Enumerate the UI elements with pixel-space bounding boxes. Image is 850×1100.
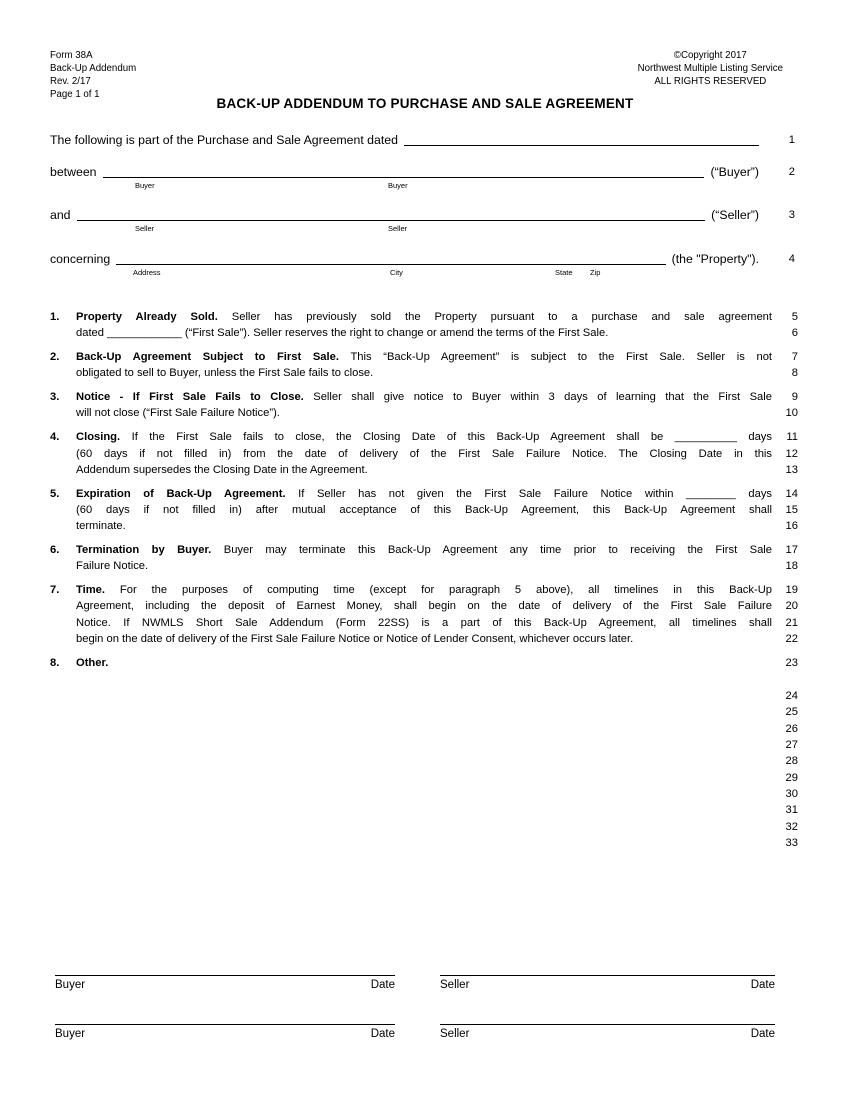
seller-trail: (“Seller”) bbox=[711, 208, 759, 222]
paragraph-line: Buyer may terminate this Back-Up Agreement any time prior to receiving the First Sale bbox=[223, 544, 772, 557]
paragraph-heading: Notice - If First Sale Fails to Close. bbox=[76, 391, 304, 404]
property-row bbox=[50, 251, 795, 277]
form-page-count: Page 1 of 1 bbox=[50, 89, 100, 100]
agreement-date-row bbox=[50, 132, 795, 148]
paragraph-number: 4. bbox=[50, 431, 60, 444]
paragraph-text bbox=[76, 309, 772, 342]
paragraph-line: If Seller has not given the First Sale Failure Notice within ________ days bbox=[298, 487, 773, 500]
line-number: 9 bbox=[791, 391, 798, 404]
paragraph-text bbox=[76, 582, 772, 647]
signature-row-1 bbox=[55, 975, 775, 991]
paragraph-text bbox=[76, 389, 772, 422]
paragraph-heading: Property Already Sold. bbox=[76, 311, 218, 323]
seller-lead: and bbox=[50, 208, 71, 222]
copyright-notice bbox=[638, 49, 783, 88]
property-address-field[interactable] bbox=[116, 251, 666, 265]
paragraph-heading: Back-Up Agreement Subject to First Sale. bbox=[76, 351, 339, 364]
paragraph-line: Addendum supersedes the Closing Date in the Agreement. bbox=[76, 463, 368, 476]
paragraph-number: 1. bbox=[50, 311, 60, 323]
line-number: 11 bbox=[786, 431, 798, 444]
line-numbers bbox=[772, 542, 798, 575]
paragraph-line: (60 days if not filled in) after mutual acceptance of this Back-Up Agreement, this Back-Up Agreement shall bbox=[76, 503, 772, 516]
paragraph-number: 6. bbox=[50, 544, 60, 557]
line-number: 21 bbox=[785, 616, 798, 629]
line-number: 31 bbox=[785, 804, 798, 817]
copyright-year: ©Copyright 2017 bbox=[673, 50, 747, 61]
seller-row bbox=[50, 207, 795, 233]
other-blank-area[interactable] bbox=[50, 688, 798, 851]
paragraph-line: If the First Sale fails to close, the Closing Date of this Back-Up Agreement shall be __________ days bbox=[131, 431, 772, 444]
date-label: Date bbox=[750, 1028, 775, 1040]
line-number: 8 bbox=[791, 367, 798, 380]
paragraph-line: Seller shall give notice to Buyer within 3 days of learning that the First Sale bbox=[313, 391, 772, 404]
line-number: 6 bbox=[791, 327, 798, 340]
buyer-trail: (“Buyer”) bbox=[710, 165, 759, 179]
paragraph-heading: Termination by Buyer. bbox=[76, 544, 212, 557]
paragraph-heading: Other. bbox=[76, 656, 109, 669]
paragraph-line: Failure Notice. bbox=[76, 560, 149, 573]
copyright-owner: Northwest Multiple Listing Service bbox=[637, 63, 783, 74]
paragraph-text bbox=[76, 542, 772, 575]
paragraph-number: 3. bbox=[50, 391, 60, 404]
line-numbers bbox=[772, 389, 798, 422]
buyer-names-field[interactable] bbox=[103, 164, 705, 178]
paragraph-notice bbox=[50, 389, 798, 422]
paragraph-number: 7. bbox=[50, 584, 60, 597]
paragraph-other bbox=[50, 655, 798, 671]
seller-sublabel: Seller bbox=[388, 224, 408, 233]
paragraph-text bbox=[76, 486, 772, 535]
date-label: Date bbox=[370, 1028, 395, 1040]
buyer-row bbox=[50, 164, 795, 190]
paragraph-line: Notice. If NWMLS Short Sale Addendum (Form 22SS) is a part of this Back-Up Agreement, all timelines shall bbox=[76, 616, 772, 629]
seller-sublabel: Seller bbox=[135, 224, 155, 233]
intro-section bbox=[50, 132, 795, 277]
buyer-label: Buyer bbox=[55, 979, 86, 991]
agreement-date-field[interactable] bbox=[404, 132, 759, 146]
line-number: 22 bbox=[785, 633, 798, 646]
seller-label: Seller bbox=[440, 979, 470, 991]
line-number: 18 bbox=[785, 560, 798, 573]
paragraph-line: terminate. bbox=[76, 520, 126, 533]
paragraph-number: 8. bbox=[50, 656, 60, 669]
line-number: 23 bbox=[785, 656, 798, 669]
paragraphs-section bbox=[50, 309, 798, 859]
line-number: 16 bbox=[785, 520, 798, 533]
line-number: 17 bbox=[785, 544, 798, 557]
line-number: 26 bbox=[785, 722, 798, 735]
buyer-signature-field[interactable] bbox=[55, 1024, 395, 1040]
paragraph-property-already-sold bbox=[50, 309, 798, 342]
zip-sublabel: Zip bbox=[590, 268, 601, 277]
line-number: 1 bbox=[788, 134, 795, 146]
paragraph-line: For the purposes of computing time (except for paragraph 5 above), all timelines in this Back-Up bbox=[119, 584, 773, 597]
signature-row-2 bbox=[55, 1024, 775, 1040]
buyer-signature-field[interactable] bbox=[55, 975, 395, 991]
line-numbers bbox=[772, 309, 798, 342]
line-number: 3 bbox=[788, 209, 795, 221]
line-number: 7 bbox=[791, 351, 798, 364]
paragraph-text bbox=[76, 655, 772, 671]
paragraph-line: Agreement, including the deposit of Earnest Money, shall begin on the date of delivery of the First Sale Failure bbox=[76, 600, 772, 613]
line-number: 20 bbox=[785, 600, 798, 613]
paragraph-heading: Closing. bbox=[76, 431, 121, 444]
paragraph-line: obligated to sell to Buyer, unless the First Sale fails to close. bbox=[76, 367, 374, 380]
property-lead: concerning bbox=[50, 252, 111, 266]
line-numbers bbox=[772, 582, 798, 647]
paragraph-line: (60 days if not filled in) from the date of delivery of the First Sale Failure Notice. The Closing Date in this bbox=[76, 447, 772, 460]
other-writein-space[interactable] bbox=[76, 688, 772, 851]
seller-names-field[interactable] bbox=[77, 207, 706, 221]
seller-signature-field[interactable] bbox=[440, 1024, 775, 1040]
paragraph-line: This “Back-Up Agreement” is subject to the First Sale. Seller is not bbox=[350, 351, 773, 364]
agreement-date-lead: The following is part of the Purchase and Sale Agreement dated bbox=[50, 133, 398, 147]
paragraph-expiration bbox=[50, 486, 798, 535]
line-numbers bbox=[772, 655, 798, 671]
form-revision: Rev. 2/17 bbox=[50, 76, 91, 87]
line-numbers bbox=[772, 349, 798, 382]
line-number: 25 bbox=[785, 706, 798, 719]
paragraph-text bbox=[76, 349, 772, 382]
line-number: 19 bbox=[785, 584, 798, 597]
line-number: 14 bbox=[785, 487, 798, 500]
rights-reserved: ALL RIGHTS RESERVED bbox=[654, 76, 767, 87]
paragraph-line: will not close (“First Sale Failure Notice”). bbox=[76, 407, 280, 420]
date-label: Date bbox=[750, 979, 775, 991]
buyer-lead: between bbox=[50, 165, 97, 179]
paragraph-number: 5. bbox=[50, 487, 60, 500]
paragraph-line: dated ____________ (“First Sale”). Seller reserves the right to change or amend the terms of the First Sale. bbox=[76, 327, 609, 340]
paragraph-text bbox=[76, 429, 772, 478]
line-number: 30 bbox=[785, 787, 798, 800]
line-number: 10 bbox=[785, 407, 798, 420]
line-numbers bbox=[772, 429, 798, 478]
line-number: 4 bbox=[788, 253, 795, 265]
form-title: BACK-UP ADDENDUM TO PURCHASE AND SALE AGREEMENT bbox=[216, 96, 634, 111]
paragraph-termination-by-buyer bbox=[50, 542, 798, 575]
paragraph-heading: Expiration of Back-Up Agreement. bbox=[76, 487, 286, 500]
line-numbers bbox=[772, 688, 798, 851]
line-number: 33 bbox=[785, 836, 798, 849]
paragraph-backup-subject-to-first-sale bbox=[50, 349, 798, 382]
line-number: 5 bbox=[791, 311, 798, 323]
seller-label: Seller bbox=[440, 1028, 470, 1040]
city-sublabel: City bbox=[390, 268, 403, 277]
line-number: 2 bbox=[788, 166, 795, 178]
line-number: 29 bbox=[785, 771, 798, 784]
paragraph-line: begin on the date of delivery of the First Sale Failure Notice or Notice of Lender Consent, whichever occurs later. bbox=[76, 633, 634, 646]
seller-signature-field[interactable] bbox=[440, 975, 775, 991]
line-number: 12 bbox=[785, 447, 798, 460]
form-meta bbox=[50, 49, 136, 101]
line-numbers bbox=[772, 486, 798, 535]
property-trail: (the "Property"). bbox=[671, 252, 759, 266]
paragraph-line: Seller has previously sold the Property pursuant to a purchase and sale agreement bbox=[231, 311, 772, 323]
paragraph-closing bbox=[50, 429, 798, 478]
line-number: 13 bbox=[785, 463, 798, 476]
paragraph-time bbox=[50, 582, 798, 647]
line-number: 27 bbox=[785, 739, 798, 752]
line-number: 32 bbox=[785, 820, 798, 833]
line-number: 28 bbox=[785, 755, 798, 768]
spacer bbox=[50, 688, 76, 851]
paragraph-heading: Time. bbox=[76, 584, 106, 597]
buyer-sublabel: Buyer bbox=[388, 181, 408, 190]
form-name: Back-Up Addendum bbox=[50, 63, 137, 74]
buyer-label: Buyer bbox=[55, 1028, 86, 1040]
paragraph-number: 2. bbox=[50, 351, 60, 364]
address-sublabel: Address bbox=[133, 268, 161, 277]
form-number: Form 38A bbox=[50, 50, 93, 61]
state-sublabel: State bbox=[555, 268, 573, 277]
date-label: Date bbox=[370, 979, 395, 991]
buyer-sublabel: Buyer bbox=[135, 181, 155, 190]
line-number: 24 bbox=[785, 690, 798, 703]
line-number: 15 bbox=[785, 503, 798, 516]
